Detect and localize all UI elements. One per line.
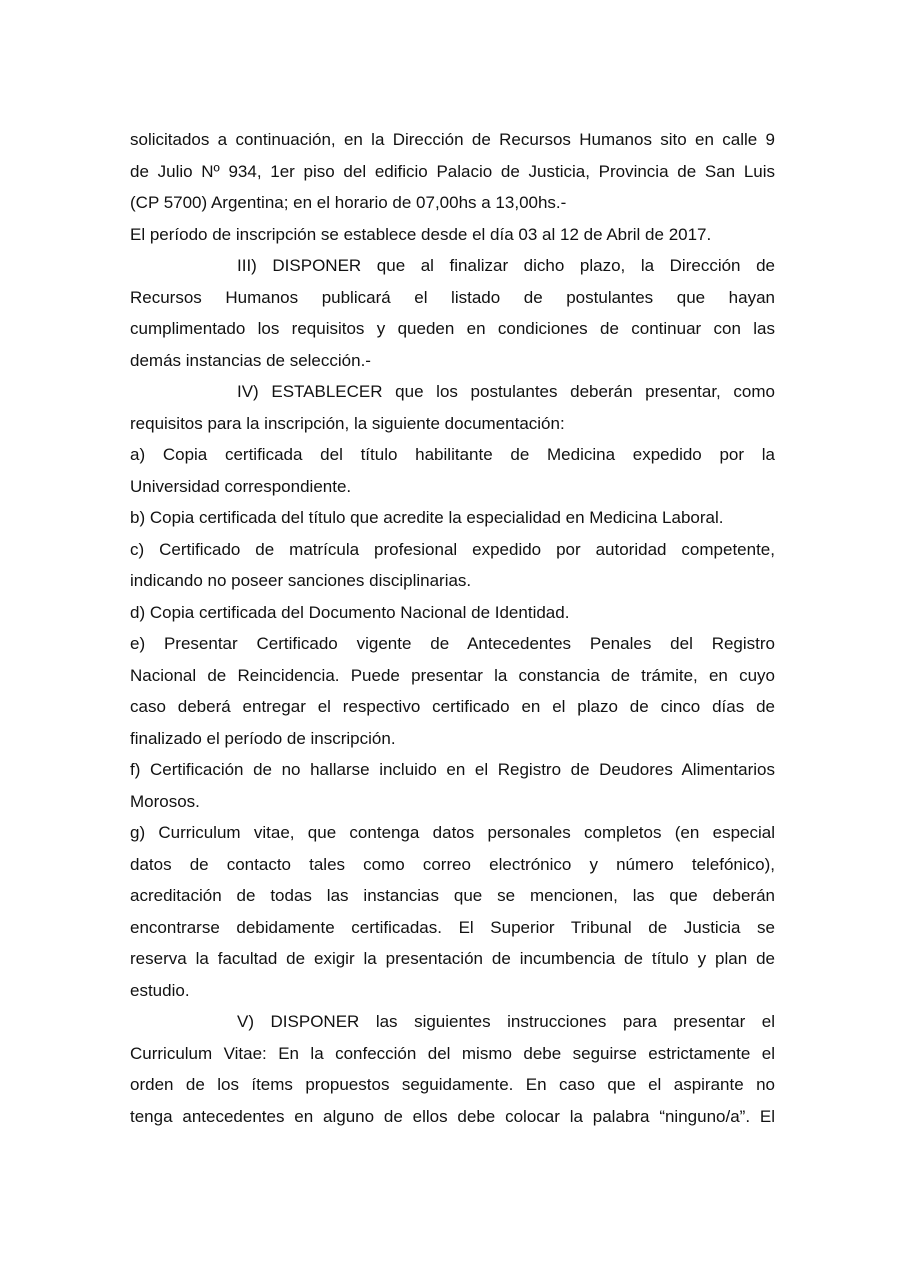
text-line: Morosos. (130, 791, 200, 811)
text-line: solicitados a continuación, en la Dirección de Recursos Humanos sito en calle 9 (130, 130, 775, 149)
section-heading-line: III) DISPONER que al finalizar dicho plazo, la Dirección de (237, 256, 775, 275)
list-item-line: e) Presentar Certificado vigente de Antecedentes Penales del Registro (130, 634, 775, 653)
document-page (130, 124, 775, 1132)
list-item-line: c) Certificado de matrícula profesional expedido por autoridad competente, (130, 539, 775, 559)
text-line: demás instancias de selección.- (130, 350, 371, 370)
text-line: Universidad correspondiente. (130, 476, 352, 496)
list-item-line: g) Curriculum vitae, que contenga datos personales completos (en especial (130, 823, 775, 842)
text-line: Curriculum Vitae: En la confección del mismo debe seguirse estrictamente el (130, 1043, 775, 1063)
text-line: reserva la facultad de exigir la presentación de incumbencia de título y plan de (130, 949, 775, 968)
list-item-line: d) Copia certificada del Documento Nacional de Identidad. (130, 602, 570, 622)
text-line: indicando no poseer sanciones disciplinarias. (130, 571, 472, 590)
list-item-line: f) Certificación de no hallarse incluido en el Registro de Deudores Alimentarios (130, 760, 775, 779)
list-item-line: b) Copia certificada del título que acredite la especialidad en Medicina Laboral. (130, 508, 724, 527)
text-line: orden de los ítems propuestos seguidamente. En caso que el aspirante no (130, 1075, 775, 1094)
text-line: de Julio Nº 934, 1er piso del edificio Palacio de Justicia, Provincia de San Luis (130, 161, 775, 181)
text-line: cumplimentado los requisitos y queden en condiciones de continuar con las (130, 319, 775, 338)
text-line: tenga antecedentes en alguno de ellos debe colocar la palabra “ninguno/a”. El (130, 1106, 775, 1126)
text-line: El período de inscripción se establece desde el día 03 al 12 de Abril de 2017. (130, 224, 712, 244)
text-line: encontrarse debidamente certificadas. El Superior Tribunal de Justicia se (130, 917, 775, 937)
section-heading-line: V) DISPONER las siguientes instrucciones para presentar el (237, 1012, 775, 1031)
list-item-line: a) Copia certificada del título habilitante de Medicina expedido por la (130, 445, 775, 464)
text-line: estudio. (130, 980, 190, 1000)
text-line: caso deberá entregar el respectivo certificado en el plazo de cinco días de (130, 697, 775, 716)
text-line: acreditación de todas las instancias que se mencionen, las que deberán (130, 886, 775, 905)
section-heading-line: IV) ESTABLECER que los postulantes deberán presentar, como (237, 382, 775, 401)
text-line: datos de contacto tales como correo electrónico y número telefónico), (130, 854, 775, 874)
text-line: Recursos Humanos publicará el listado de postulantes que hayan (130, 287, 775, 307)
text-line: requisitos para la inscripción, la siguiente documentación: (130, 413, 565, 433)
text-line: Nacional de Reincidencia. Puede presentar la constancia de trámite, en cuyo (130, 665, 775, 685)
text-line: (CP 5700) Argentina; en el horario de 07,00hs a 13,00hs.- (130, 193, 567, 212)
text-line: finalizado el período de inscripción. (130, 728, 396, 748)
